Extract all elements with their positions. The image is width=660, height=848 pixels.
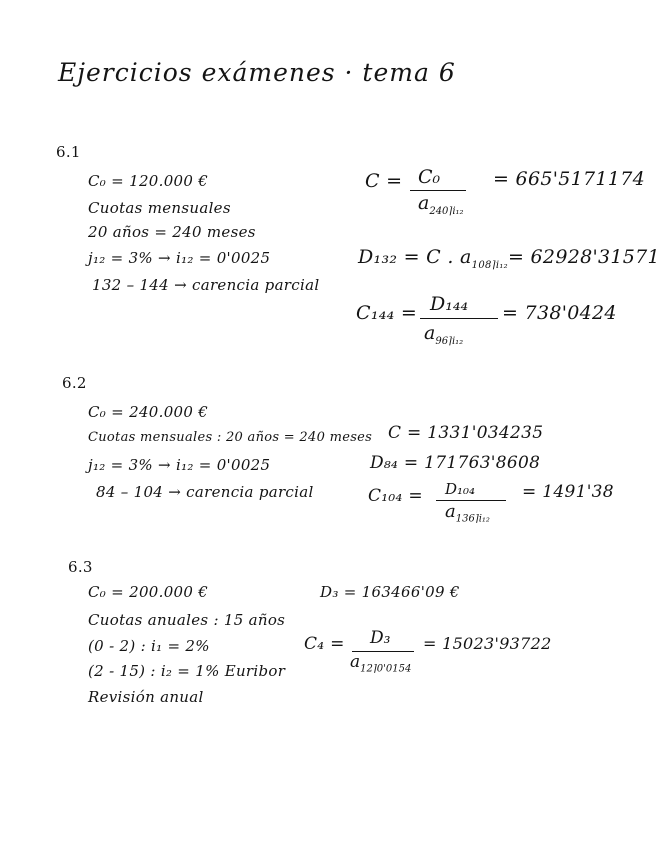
formula-c104-lhs: C₁₀₄ = — [368, 486, 423, 506]
exercise-line: C₀ = 120.000 € — [88, 172, 209, 190]
exercise-line: 132 – 144 → carencia parcial — [92, 276, 320, 294]
formula-c4-denominator: $a_{12⌉0'0154}$ — [350, 652, 412, 675]
formula-d84: D₈₄ = 171763'8608 — [370, 453, 541, 473]
exercise-line: (0 - 2) : i₁ = 2% — [88, 637, 210, 655]
exercise-line: C₀ = 240.000 € — [88, 403, 209, 421]
formula-c144-result: = 738'0424 — [502, 302, 617, 324]
formula-c144-numerator: D₁₄₄ — [430, 293, 469, 315]
exercise-line: 84 – 104 → carencia parcial — [96, 483, 314, 501]
formula-d132: D₁₃₂ = C . $a_{108⌉i_{12}}= 62928'31571$ — [358, 246, 660, 271]
formula-c104-result: = 1491'38 — [522, 482, 614, 502]
section-heading-6-2: 6.2 — [62, 374, 87, 392]
formula-c144-lhs: C₁₄₄ = — [356, 302, 418, 324]
exercise-line: Cuotas anuales : 15 años — [88, 611, 286, 629]
page-title: Ejercicios exámenes · tema 6 — [58, 58, 456, 87]
formula-c4-lhs: C₄ = — [304, 634, 345, 654]
fraction-bar — [420, 318, 498, 319]
formula-c104-numerator: D₁₀₄ — [445, 480, 476, 498]
exercise-line: Revisión anual — [88, 688, 204, 706]
formula-c144-denominator: $a_{96⌉i_{12}}$ — [424, 322, 464, 347]
formula-d3: D₃ = 163466'09 € — [320, 583, 460, 601]
formula-c-result: = 665'5171174 — [493, 168, 645, 190]
exercise-line: C₀ = 200.000 € — [88, 583, 209, 601]
section-heading-6-3: 6.3 — [68, 558, 93, 576]
formula-c-lhs: C = — [365, 170, 403, 192]
formula-c104-denominator: $a_{136⌉i_{12}}$ — [445, 501, 490, 525]
formula-c4-numerator: D₃ — [370, 628, 391, 648]
formula-c4-result: = 15023'93722 — [423, 634, 552, 653]
exercise-line: (2 - 15) : i₂ = 1% Euribor — [88, 662, 286, 680]
exercise-line: Cuotas mensuales — [88, 199, 231, 217]
formula-c-6-2: C = 1331'034235 — [388, 423, 544, 443]
exercise-line: Cuotas mensuales : 20 años = 240 meses — [88, 430, 373, 445]
exercise-line: 20 años = 240 meses — [88, 223, 256, 241]
section-heading-6-1: 6.1 — [56, 143, 81, 161]
exercise-line: j₁₂ = 3% → i₁₂ = 0'0025 — [88, 456, 271, 474]
exercise-line: j₁₂ = 3% → i₁₂ = 0'0025 — [88, 249, 271, 267]
formula-c-denominator: $a_{240⌉i_{12}}$ — [418, 192, 464, 217]
formula-c-numerator: C₀ — [418, 166, 441, 188]
